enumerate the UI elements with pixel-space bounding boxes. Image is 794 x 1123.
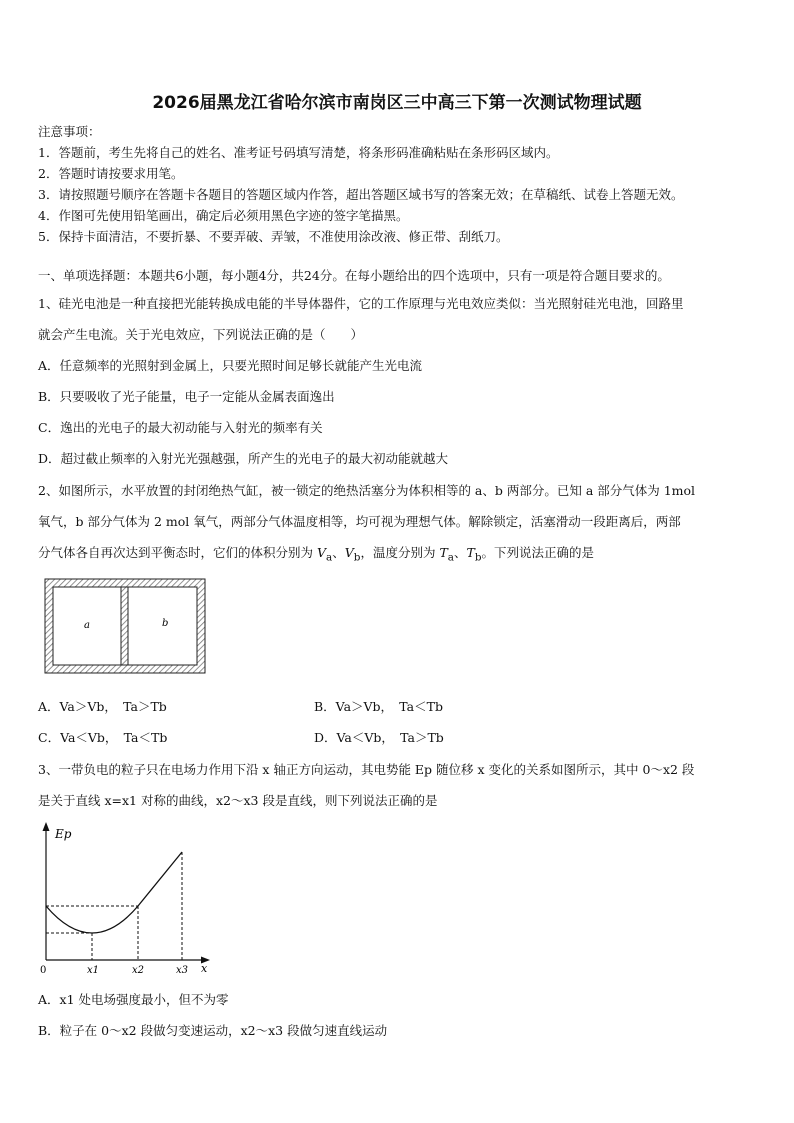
q1-option-c: C．逸出的光电子的最大初动能与入射光的频率有关 (38, 420, 323, 435)
q2-stem-part-a: 分气体各自再次达到平衡态时，它们的体积分别为 (38, 545, 317, 560)
label-a: a (84, 620, 90, 631)
x-axis-label: x (201, 962, 208, 975)
q3-stem-line2: 是关于直线 x=x1 对称的曲线，x2～x3 段是直线，则下列说法正确的是 (38, 793, 438, 808)
q1-stem-line1: 1、硅光电池是一种直接把光能转换成电能的半导体器件，它的工作原理与光电效应类似：当光照射硅光电池，回路里 (38, 296, 684, 311)
var-v: V (344, 545, 354, 560)
ep-curve (46, 906, 138, 933)
ep-line (138, 852, 182, 906)
q3-option-a: A．x1 处电场强度最小，但不为零 (38, 992, 229, 1007)
q3-stem-line1: 3、一带负电的粒子只在电场力作用下沿 x 轴正方向运动，其电势能 Ep 随位移 x 变化的关系如图所示，其中 0～x2 段 (38, 762, 695, 777)
y-axis-label: Ep (55, 827, 72, 841)
label-b: b (162, 618, 169, 629)
origin-label: 0 (40, 965, 47, 976)
q2-option-d: D．Va＜Vb， Ta＞Tb (314, 730, 444, 745)
q2-stem-part-b: ，温度分别为 (360, 545, 440, 560)
q1-option-a: A．任意频率的光照射到金属上，只要光照时间足够长就能产生光电流 (38, 358, 423, 373)
var-t: T (439, 545, 448, 560)
q1-stem-line2: 就会产生电流。关于光电效应，下列说法正确的是（ ） (38, 327, 364, 342)
separator: 、 (454, 545, 467, 560)
notice-item-5: 5．保持卡面清洁，不要折暴、不要弄破、弄皱，不准使用涂改液、修正带、刮纸刀。 (38, 229, 509, 244)
y-axis-arrow (43, 822, 50, 831)
q2-stem-line3 (38, 543, 762, 564)
notice-item-3: 3．请按照题号顺序在答题卡各题目的答题区域内作答，超出答题区域书写的答案无效；在草稿纸、试卷上答题无效。 (38, 187, 684, 202)
separator: 、 (332, 545, 345, 560)
sub-b: b (474, 551, 482, 564)
tick-x3: x3 (176, 965, 189, 976)
q2-option-b: B．Va＞Vb， Ta＜Tb (314, 699, 443, 714)
notice-item-1: 1．答题前，考生先将自己的姓名、准考证号码填写清楚，将条形码准确粘贴在条形码区域内。 (38, 145, 559, 160)
q2-option-a: A．Va＞Vb， Ta＞Tb (38, 699, 167, 714)
notice-item-2: 2．答题时请按要求用笔。 (38, 166, 184, 181)
notice-item-4: 4．作图可先使用铅笔画出，确定后必须用黑色字迹的签字笔描黑。 (38, 208, 409, 223)
page-title: 2026届黑龙江省哈尔滨市南岗区三中高三下第一次测试物理试题 (152, 93, 642, 113)
notice-heading: 注意事项： (38, 124, 101, 139)
var-t: T (466, 545, 475, 560)
q2-stem-line2: 氧气，b 部分气体为 2 mol 氧气，两部分气体温度相等，均可视为理想气体。解除锁定，活塞滑动一段距离后，两部 (38, 514, 681, 529)
tick-x2: x2 (132, 965, 145, 976)
q2-stem-part-c: 。下列说法正确的是 (481, 545, 595, 560)
q3-option-b: B．粒子在 0～x2 段做匀变速运动，x2～x3 段做匀速直线运动 (38, 1023, 388, 1038)
ep-graph (28, 818, 218, 978)
sub-a: a (326, 551, 333, 564)
cylinder-figure (44, 578, 206, 674)
var-v: V (316, 545, 327, 560)
tick-x1: x1 (87, 965, 100, 976)
section-heading: 一、单项选择题：本题共6小题，每小题4分，共24分。在每小题给出的四个选项中，只有一项是符合题目要求的。 (38, 268, 670, 283)
q1-option-b: B．只要吸收了光子能量，电子一定能从金属表面逸出 (38, 389, 335, 404)
sub-a: a (447, 551, 454, 564)
q2-stem-line1: 2、如图所示，水平放置的封闭绝热气缸，被一锁定的绝热活塞分为体积相等的 a、b 两部分。已知 a 部分气体为 1mol (38, 483, 696, 498)
piston (121, 587, 128, 665)
q1-option-d: D．超过截止频率的入射光光强越强，所产生的光电子的最大初动能就越大 (38, 451, 449, 466)
sub-b: b (353, 551, 361, 564)
q2-option-c: C．Va＜Vb， Ta＜Tb (38, 730, 168, 745)
